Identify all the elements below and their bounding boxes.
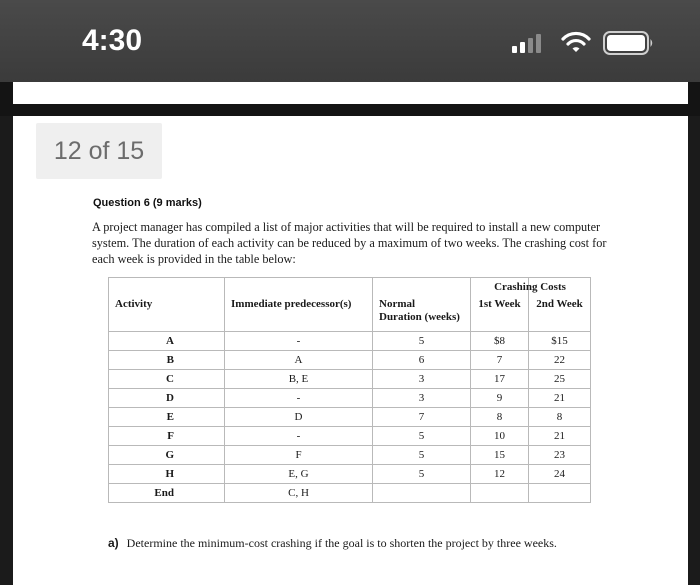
cell-activity: A [109,332,225,351]
header-normal-duration: Normal Duration (weeks) [373,278,471,332]
question-intro: A project manager has compiled a list of major activities that will be required to install a new computer system. The duration of each activity can be reduced by a maximum of two weeks. The crashing cost for each week is provided in the table below: [92,220,607,266]
cell-week2-cost: 22 [529,351,591,370]
signal-icon [512,33,548,53]
cell-week1-cost: 8 [471,408,529,427]
cell-duration: 5 [373,465,471,484]
cell-predecessor: - [225,332,373,351]
cell-week1-cost: 12 [471,465,529,484]
cell-week1-cost: 17 [471,370,529,389]
table-row [109,484,591,503]
cell-week1-cost: 9 [471,389,529,408]
cell-predecessor: E, G [225,465,373,484]
cell-week2-cost [529,484,591,503]
activities-table [108,277,591,503]
cell-week1-cost: 7 [471,351,529,370]
cell-week1-cost: 15 [471,446,529,465]
document-page[interactable] [13,116,688,585]
cell-week1-cost [471,484,529,503]
cell-duration: 5 [373,332,471,351]
cell-duration: 3 [373,389,471,408]
cell-activity: H [109,465,225,484]
cell-week2-cost: $15 [529,332,591,351]
cell-activity: End [109,484,225,503]
part-a-question [108,535,578,551]
cell-duration: 3 [373,370,471,389]
cell-predecessor: D [225,408,373,427]
header-crashing-costs: Crashing Costs [494,281,566,293]
clock: 4:30 [82,24,143,57]
previous-page-edge [13,82,688,104]
cell-predecessor: F [225,446,373,465]
cell-week1-cost: 10 [471,427,529,446]
part-a-label: a) [108,536,119,550]
battery-icon [603,31,655,55]
cell-week2-cost: 8 [529,408,591,427]
table-row [109,332,591,351]
status-bar [0,0,700,82]
table-row [109,389,591,408]
page-indicator: 12 of 15 [36,123,162,179]
header-predecessor: Immediate predecessor(s) [225,278,373,332]
cell-activity: D [109,389,225,408]
cell-activity: B [109,351,225,370]
cell-predecessor: A [225,351,373,370]
cell-predecessor: B, E [225,370,373,389]
cell-week1-cost: $8 [471,332,529,351]
cell-week2-cost: 25 [529,370,591,389]
table-row [109,408,591,427]
cell-activity: E [109,408,225,427]
cell-duration: 7 [373,408,471,427]
header-week1: Crashing Costs 1st Week [471,278,529,332]
cell-duration: 5 [373,427,471,446]
table-header-row [109,278,591,332]
cell-duration: 5 [373,446,471,465]
cell-predecessor: - [225,427,373,446]
cell-predecessor: C, H [225,484,373,503]
table-row [109,370,591,389]
cell-activity: G [109,446,225,465]
cell-activity: F [109,427,225,446]
cell-week2-cost: 23 [529,446,591,465]
cell-predecessor: - [225,389,373,408]
header-activity: Activity [109,278,225,332]
table-row [109,465,591,484]
question-title: Question 6 (9 marks) [93,197,202,209]
cell-week2-cost: 21 [529,389,591,408]
table-row [109,351,591,370]
cell-duration: 6 [373,351,471,370]
table-row [109,446,591,465]
part-a-text: Determine the minimum-cost crashing if the goal is to shorten the project by three weeks. [126,536,557,550]
cell-duration [373,484,471,503]
table-row [109,427,591,446]
header-week2: 2nd Week [529,278,591,332]
cell-week2-cost: 24 [529,465,591,484]
wifi-icon [561,30,591,54]
cell-week2-cost: 21 [529,427,591,446]
cell-activity: C [109,370,225,389]
